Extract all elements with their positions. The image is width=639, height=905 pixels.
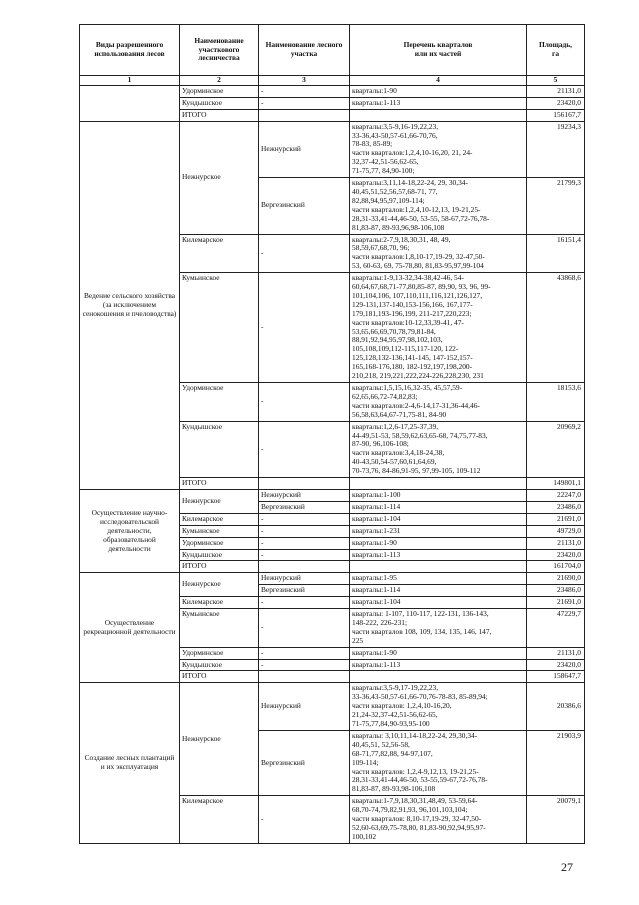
area-cell: 21131,0 (527, 85, 585, 97)
quarters-cell: кварталы:1-90 (350, 537, 527, 549)
quarters-cell: кварталы:1-104 (350, 597, 527, 609)
quarters-cell: кварталы:3,11,14-18,22-24, 29, 30,34- 40,45,51,52,56,57,68-71, 77, 82,88,94,95,97,109-114; части кварталов:1,2,4,10-12,13, 19-21,25- 28,31-33,41-44,46-50, 53-55, 58-67,72-76,78- 81,83-87, 89-93,96,98-106,108 (350, 178, 527, 234)
column-number-row (80, 76, 585, 86)
total-label: ИТОГО (180, 561, 259, 573)
forestry-cell: Кумьинское (180, 609, 259, 648)
forestry-cell: Удорминское (180, 647, 259, 659)
page-number: 27 (561, 860, 573, 874)
plot-cell: - (259, 537, 350, 549)
area-cell: 23420,0 (527, 97, 585, 109)
forestry-cell: Кумьинское (180, 525, 259, 537)
plot-cell: Нежнурский (259, 683, 350, 731)
total-label: ИТОГО (180, 671, 259, 683)
plot-cell: - (259, 513, 350, 525)
plot-cell: Вергезинский (259, 730, 350, 795)
area-cell: 43868,6 (527, 273, 585, 383)
header-use-type: Виды разрешенного использования лесов (80, 25, 180, 76)
forestry-cell: Удорминское (180, 383, 259, 422)
quarters-cell: кварталы: 1-107, 110-117, 122-131, 136-143, 148-222, 226-231; части кварталов 108, 109, 134, 135, 146, 147, 225 (350, 609, 527, 648)
total-area: 158647,7 (527, 671, 585, 683)
plot-cell: - (259, 549, 350, 561)
plot-cell: Нежнурский (259, 489, 350, 501)
table-header-row (80, 25, 585, 76)
plot-cell: - (259, 421, 350, 477)
plot-cell: - (259, 647, 350, 659)
header-area: Площадь, га (527, 25, 585, 76)
document-page (79, 24, 584, 844)
plot-cell: Нежнурский (259, 121, 350, 177)
table-row (80, 573, 585, 585)
quarters-cell: кварталы:1,2,6-17,25-37,39, 44-49,51-53, 58,59,62,63,65-68, 74,75,77-83, 87-90, 96,106-108; части кварталов:3,4,18-24,38, 40-43,50,54-57,60,61,64,69, 70-73,76, 84-86,91-95, 97,99-105, 109-112 (350, 421, 527, 477)
quarters-cell: кварталы: 3,10,11,14-18,22-24, 29,30,34- 40,45,51, 52,56-58, 68-71,77,82,88, 94-97,107, 109-114; части кварталов: 1,2,4-9,12,13, 19-21,25- 28,31-33,41-44,46-50, 53-55,59-67,72-76,78- 81,83-87, 89-93,98-106,108 (350, 730, 527, 795)
forestry-cell: Нежнурское (180, 573, 259, 597)
quarters-cell: кварталы:2-7,9,18,30,31, 48, 49, 58,59,67,68,70, 96; части кварталов:1,8,10-17,19-29, 32-47,50- 53, 60-63, 69, 75-78,80, 81,83-95,97,99-104 (350, 234, 527, 273)
quarters-cell: кварталы:1-113 (350, 549, 527, 561)
forest-use-table (79, 24, 585, 844)
plot-cell: - (259, 85, 350, 97)
plot-cell: Нежнурский (259, 573, 350, 585)
total-area: 149801,1 (527, 478, 585, 490)
quarters-cell: кварталы:1-114 (350, 501, 527, 513)
header-plot: Наименование лесного участка (259, 25, 350, 76)
plot-cell: - (259, 273, 350, 383)
table-row (80, 489, 585, 501)
area-cell: 21131,0 (527, 537, 585, 549)
total-area: 161704,0 (527, 561, 585, 573)
quarters-cell: кварталы:1-113 (350, 97, 527, 109)
forestry-cell: Килемарское (180, 234, 259, 273)
area-cell: 20969,2 (527, 421, 585, 477)
column-number: 1 (80, 76, 180, 86)
area-cell: 20079,1 (527, 796, 585, 844)
column-number: 2 (180, 76, 259, 86)
area-cell: 21691,0 (527, 513, 585, 525)
quarters-cell: кварталы:1-113 (350, 659, 527, 671)
header-forestry: Наименование участкового лесничества (180, 25, 259, 76)
use-type-plantations: Создание лесных плантаций и их эксплуатация (80, 683, 180, 843)
table-row (80, 683, 585, 731)
plot-cell: - (259, 234, 350, 273)
forestry-cell: Кундышское (180, 659, 259, 671)
quarters-cell: кварталы:1,5,15,16,32-35, 45,57,59- 62,65,66,72-74,82,83; части кварталов:2-4,6-14,17-31,36-44,46- 56,58,63,64,67-71,75-81, 84-90 (350, 383, 527, 422)
area-cell: 21131,0 (527, 647, 585, 659)
total-area: 156167,7 (527, 109, 585, 121)
area-cell: 47229,7 (527, 609, 585, 648)
area-cell: 20386,6 (527, 683, 585, 731)
column-number: 3 (259, 76, 350, 86)
forestry-cell: Кумьинское (180, 273, 259, 383)
use-type-recreation: Осуществление рекреационной деятельности (80, 573, 180, 683)
forestry-cell: Кундышское (180, 421, 259, 477)
forestry-cell: Килемарское (180, 597, 259, 609)
plot-cell: - (259, 97, 350, 109)
plot-cell: - (259, 796, 350, 844)
plot-cell: - (259, 383, 350, 422)
total-label: ИТОГО (180, 478, 259, 490)
area-cell: 19234,3 (527, 121, 585, 177)
table-row (80, 85, 585, 97)
forestry-cell: Нежнурское (180, 683, 259, 796)
column-number: 4 (350, 76, 527, 86)
plot-cell: Вергезинский (259, 178, 350, 234)
forestry-cell: Удорминское (180, 85, 259, 97)
header-quarters: Перечень кварталов или их частей (350, 25, 527, 76)
plot-cell: - (259, 525, 350, 537)
area-cell: 22247,0 (527, 489, 585, 501)
forestry-cell: Удорминское (180, 537, 259, 549)
use-type-agriculture: Ведение сельского хозяйства (за исключением сенокошения и пчеловодства) (80, 121, 180, 489)
area-cell: 18153,6 (527, 383, 585, 422)
quarters-cell: кварталы:1-90 (350, 647, 527, 659)
plot-cell: - (259, 597, 350, 609)
use-type-research: Осуществление научно-исследовательской деятельности, образовательной деятельности (80, 489, 180, 572)
area-cell: 23486,0 (527, 501, 585, 513)
forestry-cell: Кундышское (180, 549, 259, 561)
quarters-cell: кварталы:3,5-9,16-19,22,23, 33-36,43-50,57-61,66-70,76, 78-83, 85-89; части кварталов:1,2,4,10-16,20, 21, 24- 32,37-42,51-56,62-65, 71-75,77, 84,90-100; (350, 121, 527, 177)
forestry-cell: Нежнурское (180, 489, 259, 513)
area-cell: 23486,0 (527, 585, 585, 597)
forestry-cell: Кундышское (180, 97, 259, 109)
column-number: 5 (527, 76, 585, 86)
area-cell: 21903,9 (527, 730, 585, 795)
forestry-cell: Килемарское (180, 513, 259, 525)
quarters-cell: кварталы:1-90 (350, 85, 527, 97)
total-label: ИТОГО (180, 109, 259, 121)
forestry-cell: Килемарское (180, 796, 259, 844)
forestry-cell: Нежнурское (180, 121, 259, 234)
plot-cell: Вергезинский (259, 585, 350, 597)
quarters-cell: кварталы:1-7,9,18,30,31,48,49, 53-59,64- 68,70-74,79,82,91,93, 96,101,103,104; части кварталов: 8,10-17,19-29, 32-47,50- 52,60-63,69,75-78,80, 81,83-90,92,94,95,97- 100,102 (350, 796, 527, 844)
quarters-cell: кварталы:1-100 (350, 489, 527, 501)
area-cell: 21690,0 (527, 573, 585, 585)
quarters-cell: кварталы:1-104 (350, 513, 527, 525)
area-cell: 49729,0 (527, 525, 585, 537)
table-row (80, 121, 585, 177)
use-type-cell-continued (80, 85, 180, 121)
area-cell: 16151,4 (527, 234, 585, 273)
quarters-cell: кварталы:1-95 (350, 573, 527, 585)
plot-cell: Вергезинский (259, 501, 350, 513)
area-cell: 23420,0 (527, 549, 585, 561)
area-cell: 21799,3 (527, 178, 585, 234)
area-cell: 23420,0 (527, 659, 585, 671)
plot-cell: - (259, 609, 350, 648)
quarters-cell: кварталы:1-231 (350, 525, 527, 537)
quarters-cell: кварталы:1-9,13-32,34-38,42-46, 54- 60,64,67,68,71-77,80,85-87, 89,90, 93, 96, 99- 101,104,106, 107,110,111,116,121,126,127, 129-131,137-140,153-156,166, 167,177- 179,181,193-196,199, 211-217,220,223; части кварталов:10-12,33,39-41, 47- 53,65,66,69,70,78,79,81-84, 88,91,92,94,95,97,98,102,103, 105,108,109,112-115,117-120, 122- 125,128,132-136,141-145, 147-152,157- 165,168-176,180, 182-192,197,198,200- 210,218, 219,221,222,224-226,228,230, 231 (350, 273, 527, 383)
area-cell: 21691,0 (527, 597, 585, 609)
quarters-cell: кварталы:3,5-9,17-19,22,23, 33-36,43-50,57-61,66-70,76-78-83, 85-89,94; части кварталов: 1,2,4,10-16,20, 21,24-32,37-42,51-56,62-65, 71-75,77,84,90-93,95-100 (350, 683, 527, 731)
quarters-cell: кварталы:1-114 (350, 585, 527, 597)
plot-cell: - (259, 659, 350, 671)
